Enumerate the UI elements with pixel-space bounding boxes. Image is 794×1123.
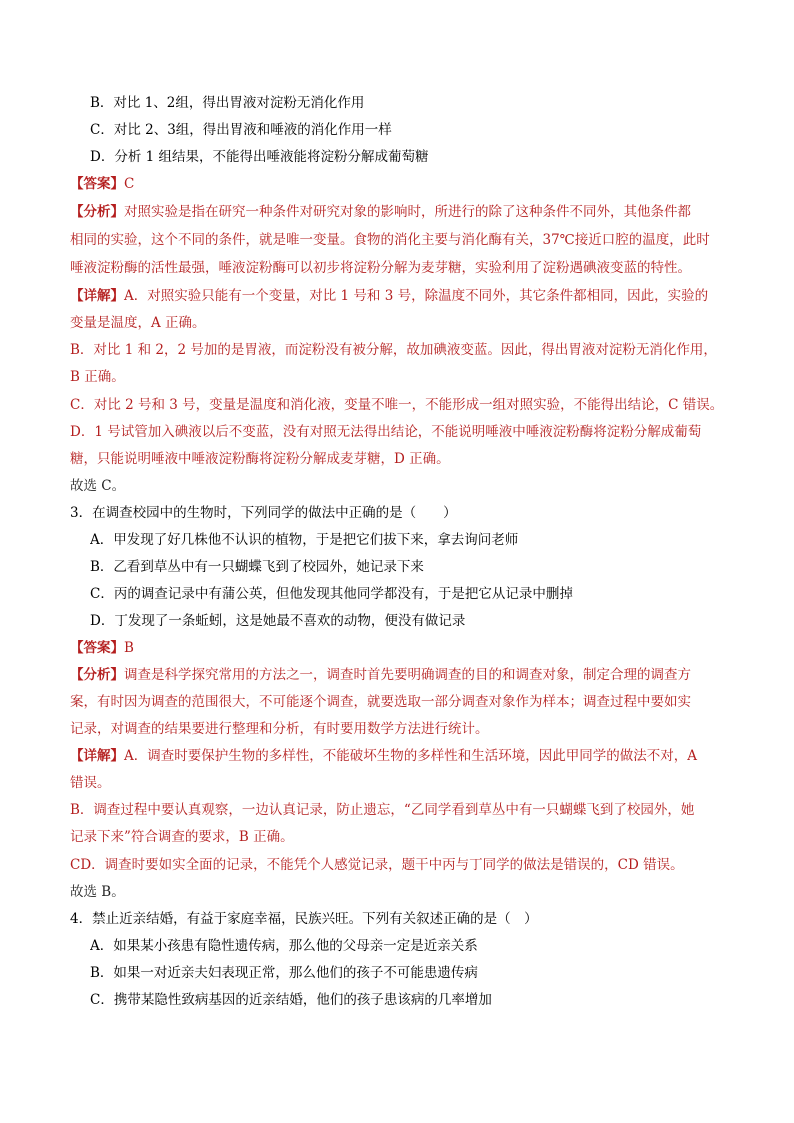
q3-conclusion: 故选 B。 xyxy=(70,884,125,900)
q3-detail-line-4: 记录下来”符合调查的要求，B 正确。 xyxy=(70,829,294,845)
q3-detail-line-3: B．调查过程中要认真观察，一边认真记录，防止遗忘，“乙同学看到草丛中有一只蝴蝶飞到了校园外，她 xyxy=(70,802,695,818)
q2-detail-line-3: B．对比 1 和 2，2 号加的是胃液，而淀粉没有被分解，故加碘液变蓝。因此，得出胃液对淀粉无消化作用， xyxy=(70,342,717,358)
q3-option-a: A．甲发现了好几株他不认识的植物，于是把它们拔下来，拿去询问老师 xyxy=(90,532,519,548)
q2-analysis-line-2: 相同的实验，这个不同的条件，就是唯一变量。食物的消化主要与消化酶有关，37℃接近口腔的温度，此时 xyxy=(70,232,710,248)
q3-stem: 3．在调查校园中的生物时，下列同学的做法中正确的是（ ） xyxy=(70,505,457,521)
q2-conclusion: 故选 C。 xyxy=(70,478,126,494)
answer-tag: 【答案】 xyxy=(70,640,124,656)
analysis-text: 对照实验是指在研究一种条件对研究对象的影响时，所进行的除了这种条件不同外，其他条件都 xyxy=(124,204,691,220)
q2-option-b: B．对比 1、2组，得出胃液对淀粉无消化作用 xyxy=(90,95,365,111)
q2-detail-line-2: 变量是温度，A 正确。 xyxy=(70,315,206,331)
q3-option-b: B．乙看到草丛中有一只蝴蝶飞到了校园外，她记录下来 xyxy=(90,559,424,575)
q2-detail-line-4: B 正确。 xyxy=(70,369,125,385)
q3-detail-line-1 xyxy=(70,747,730,766)
analysis-tag: 【分析】 xyxy=(70,204,124,220)
q2-detail-line-5: C．对比 2 号和 3 号，变量是温度和消化液，变量不唯一，不能形成一组对照实验，不能得出结论，C 错误。 xyxy=(70,397,724,413)
analysis-tag: 【分析】 xyxy=(70,667,124,683)
q2-option-d: D．分析 1 组结果，不能得出唾液能将淀粉分解成葡萄糖 xyxy=(90,149,429,165)
q3-analysis-line-2: 案，有时因为调查的范围很大，不可能逐个调查，就要选取一部分调查对象作为样本；调查过程中要如实 xyxy=(70,694,691,710)
answer-value: B xyxy=(124,640,134,656)
q3-analysis-line-3: 记录，对调查的结果要进行整理和分析，有时要用数学方法进行统计。 xyxy=(70,721,489,737)
q4-option-c: C．携带某隐性致病基因的近亲结婚，他们的孩子患该病的几率增加 xyxy=(90,992,492,1008)
q3-analysis-line-1 xyxy=(70,666,730,685)
detail-tag: 【详解】 xyxy=(70,288,124,304)
q3-answer xyxy=(70,639,730,658)
q2-detail-line-6: D．1 号试管加入碘液以后不变蓝，没有对照无法得出结论，不能说明唾液中唾液淀粉酶将淀粉分解成葡萄 xyxy=(70,424,702,440)
q3-option-d: D．丁发现了一条蚯蚓，这是她最不喜欢的动物，便没有做记录 xyxy=(90,613,466,629)
q2-analysis-line-1 xyxy=(70,203,730,222)
detail-tag: 【详解】 xyxy=(70,748,124,764)
detail-text: A．调查时要保护生物的多样性，不能破坏生物的多样性和生活环境，因此甲同学的做法不对，A xyxy=(124,748,697,764)
answer-tag: 【答案】 xyxy=(70,176,124,192)
answer-value: C xyxy=(124,176,135,192)
q4-option-a: A．如果某小孩患有隐性遗传病，那么他的父母亲一定是近亲关系 xyxy=(90,938,478,954)
q4-stem: 4．禁止近亲结婚，有益于家庭幸福，民族兴旺。下列有关叙述正确的是（ ） xyxy=(70,911,538,927)
q2-detail-line-7: 糖，只能说明唾液中唾液淀粉酶将淀粉分解成麦芽糖，D 正确。 xyxy=(70,451,450,467)
q2-analysis-line-3: 唾液淀粉酶的活性最强，唾液淀粉酶可以初步将淀粉分解为麦芽糖，实验利用了淀粉遇碘液变蓝的特性。 xyxy=(70,260,691,276)
q2-answer xyxy=(70,175,730,194)
detail-text: A．对照实验只能有一个变量，对比 1 号和 3 号，除温度不同外，其它条件都相同，因此，实验的 xyxy=(124,288,709,304)
q4-option-b: B．如果一对近亲夫妇表现正常，那么他们的孩子不可能患遗传病 xyxy=(90,965,478,981)
q3-detail-line-2: 错误。 xyxy=(70,775,111,791)
analysis-text: 调查是科学探究常用的方法之一，调查时首先要明确调查的目的和调查对象，制定合理的调查方 xyxy=(124,667,691,683)
q2-option-c: C．对比 2、3组，得出胃液和唾液的消化作用一样 xyxy=(90,122,392,138)
q3-option-c: C．丙的调查记录中有蒲公英，但他发现其他同学都没有，于是把它从记录中删掉 xyxy=(90,586,573,602)
q2-detail-line-1 xyxy=(70,287,730,306)
q3-detail-line-5: CD．调查时要如实全面的记录，不能凭个人感觉记录，题干中丙与丁同学的做法是错误的，CD 错误。 xyxy=(70,857,684,873)
